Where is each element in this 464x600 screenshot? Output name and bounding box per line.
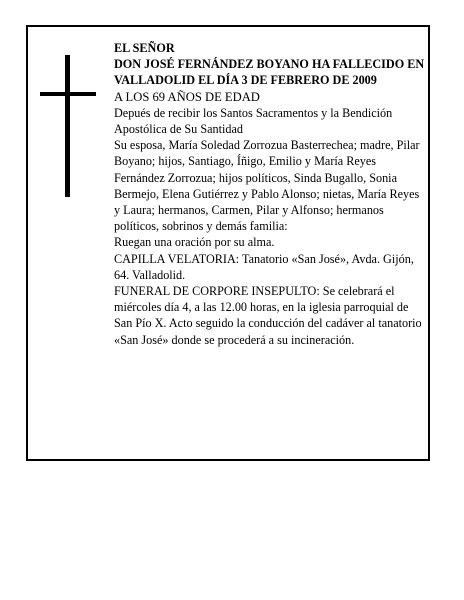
prayer-request: Ruegan una oración por su alma. <box>114 235 275 250</box>
cross-vertical-bar <box>65 55 70 197</box>
notice-title: EL SEÑOR <box>114 41 175 55</box>
age-line: A LOS 69 AÑOS DE EDAD <box>114 89 260 104</box>
chapel-paragraph: CAPILLA VELATORIA: Tanatorio «San José», Avda. Gijón, 64. Valladolid. <box>114 251 414 282</box>
obituary-notice <box>26 25 430 461</box>
family-paragraph: Su esposa, María Soledad Zorrozua Basterrechea; madre, Pilar Boyano; hijos, Santiago, Íñigo, Emilio y María Reyes Fernández Zorrozua; hijos políticos, Sinda Bugallo, Sonia Bermejo, Elena Gutiérrez y Pablo Alonso; nietas, María Reyes y Laura; hermanos, Carmen, Pilar y Alfonso; hermanos políticos, sobrinos y demás familia: <box>114 138 420 234</box>
sacraments-paragraph: Depués de recibir los Santos Sacramentos y la Bendición Apostólica de Su Santidad <box>114 105 393 137</box>
latin-cross-icon <box>40 55 96 197</box>
cross-horizontal-bar <box>40 92 96 96</box>
notice-body <box>114 40 428 348</box>
deceased-announcement: DON JOSÉ FERNÁNDEZ BOYANO HA FALLECIDO EN VALLADOLID EL DÍA 3 DE FEBRERO DE 2009 <box>114 57 425 88</box>
funeral-paragraph: FUNERAL DE CORPORE INSEPULTO: Se celebrará el miércoles día 4, a las 12.00 horas, en la iglesia parroquial de San Pío X. Acto seguido la conducción del cadáver al tanatorio «San José» donde se procederá a su incineración. <box>114 284 422 347</box>
